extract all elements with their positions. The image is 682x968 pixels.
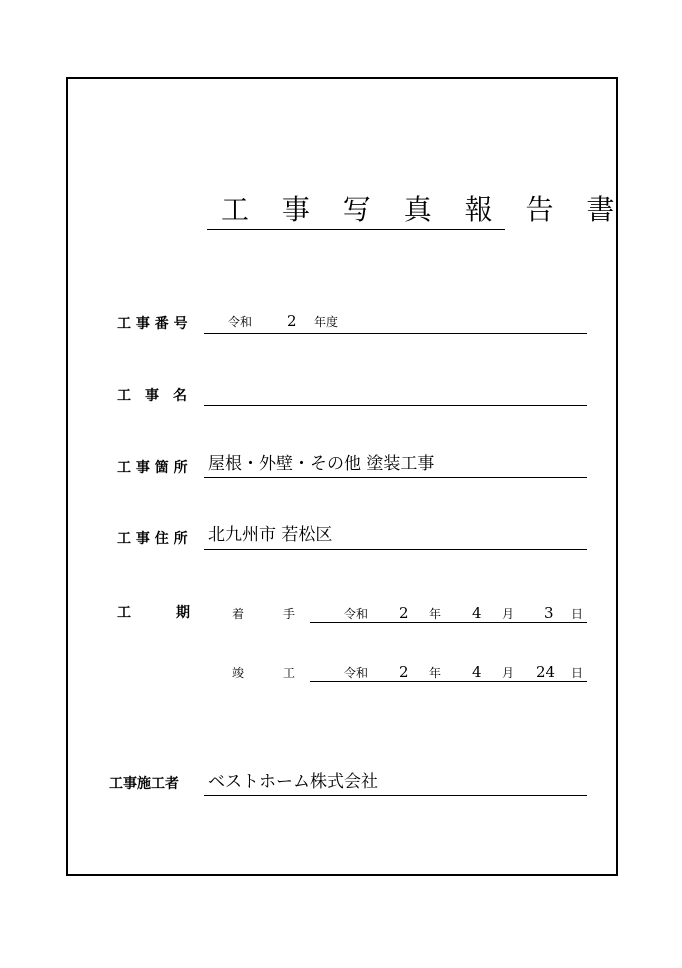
project-address-label: 工 事 住 所	[117, 531, 188, 547]
project-number-era: 令和	[228, 315, 253, 329]
start-underline	[310, 622, 587, 623]
project-location-label: 工 事 箇 所	[117, 460, 188, 476]
project-name-label: 工 事 名	[117, 388, 187, 404]
end-era: 令和	[344, 666, 369, 680]
end-month-unit: 月	[502, 666, 515, 680]
project-address-underline	[204, 549, 587, 550]
start-label-a: 着	[232, 607, 245, 621]
contractor-value: ベストホーム株式会社	[208, 772, 378, 792]
project-number-suffix: 年度	[314, 315, 339, 329]
end-day-unit: 日	[571, 666, 584, 680]
project-location-underline	[204, 477, 587, 478]
contractor-underline	[204, 795, 587, 796]
start-label-b: 手	[283, 607, 296, 621]
project-number-label: 工 事 番 号	[117, 316, 188, 332]
project-number-year: 2	[287, 312, 297, 330]
title-underline	[207, 229, 505, 230]
end-year-unit: 年	[429, 666, 442, 680]
period-label-right: 期	[176, 605, 190, 621]
end-label-a: 竣	[232, 666, 245, 680]
start-year: 2	[399, 604, 409, 622]
start-era: 令和	[344, 607, 369, 621]
start-day: 3	[544, 604, 554, 622]
end-year: 2	[399, 663, 409, 681]
period-label-left: 工	[117, 605, 131, 621]
project-name-underline	[204, 405, 587, 406]
start-year-unit: 年	[429, 607, 442, 621]
project-number-underline	[204, 333, 587, 334]
project-location-value: 屋根・外壁・その他 塗装工事	[208, 454, 435, 474]
start-month-unit: 月	[502, 607, 515, 621]
end-day: 24	[536, 663, 556, 681]
project-address-value: 北九州市 若松区	[208, 525, 333, 545]
start-month: 4	[472, 604, 482, 622]
end-month: 4	[472, 663, 482, 681]
document-title: 工 事 写 真 報 告 書	[221, 193, 627, 226]
end-label-b: 工	[283, 666, 296, 680]
start-day-unit: 日	[571, 607, 584, 621]
contractor-label: 工事施工者	[109, 776, 179, 792]
end-underline	[310, 681, 587, 682]
